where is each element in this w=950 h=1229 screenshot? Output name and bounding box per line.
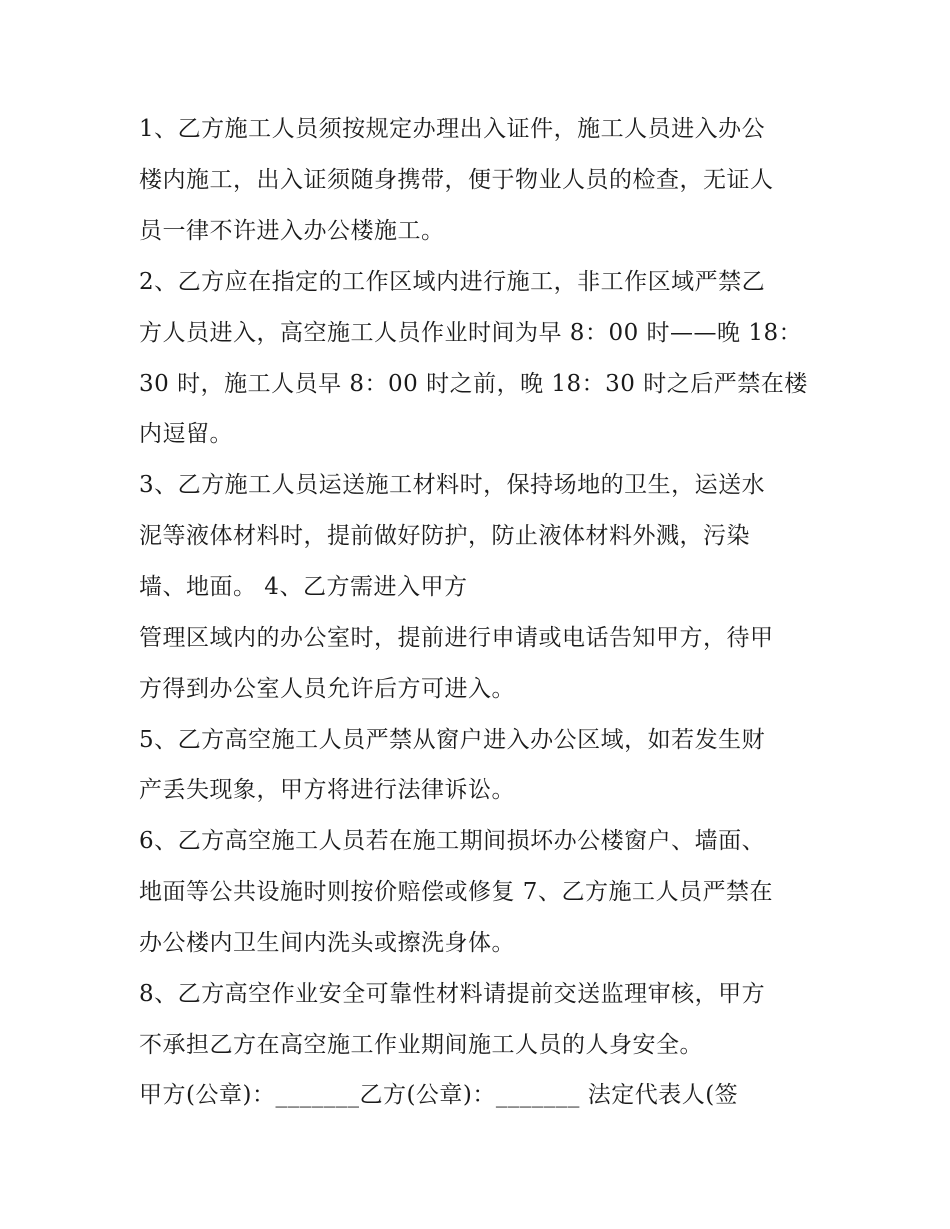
- text-line: 地面等公共设施时则按价赔偿或修复 7、乙方施工人员严禁在: [139, 879, 773, 905]
- text-line: 2、乙方应在指定的工作区域内进行施工，非工作区域严禁乙: [139, 269, 766, 295]
- text-line: 方得到办公室人员允许后方可进入。: [139, 676, 515, 702]
- text-line: 办公楼内卫生间内洗头或擦洗身体。: [139, 930, 515, 956]
- signature-line: 甲方(公章)：_______乙方(公章)：_______ 法定代表人(签: [139, 1082, 739, 1108]
- text-line: 不承担乙方在高空施工作业期间施工人员的人身安全。: [139, 1032, 703, 1058]
- text-line: 墙、地面。 4、乙方需进入甲方: [139, 574, 468, 600]
- text-line: 产丢失现象，甲方将进行法律诉讼。: [139, 777, 515, 803]
- text-line: 8、乙方高空作业安全可靠性材料请提前交送监理审核，甲方: [139, 981, 766, 1007]
- text-line: 30 时，施工人员早 8：00 时之前，晚 18：30 时之后严禁在楼: [139, 371, 808, 397]
- text-line: 楼内施工，出入证须随身携带，便于物业人员的检查，无证人: [139, 167, 774, 193]
- text-line: 5、乙方高空施工人员严禁从窗户进入办公区域，如若发生财: [139, 727, 766, 753]
- text-line: 1、乙方施工人员须按规定办理出入证件，施工人员进入办公: [139, 116, 766, 142]
- text-line: 泥等液体材料时，提前做好防护，防止液体材料外溅，污染: [139, 523, 750, 549]
- text-line: 6、乙方高空施工人员若在施工期间损坏办公楼窗户、墙面、: [139, 828, 766, 854]
- text-line: 方人员进入，高空施工人员作业时间为早 8：00 时——晚 18：: [139, 320, 803, 346]
- text-line: 管理区域内的办公室时，提前进行申请或电话告知甲方，待甲: [139, 625, 774, 651]
- text-line: 内逗留。: [139, 421, 233, 447]
- text-line: 3、乙方施工人员运送施工材料时，保持场地的卫生，运送水: [139, 472, 766, 498]
- text-line: 员一律不许进入办公楼施工。: [139, 218, 445, 244]
